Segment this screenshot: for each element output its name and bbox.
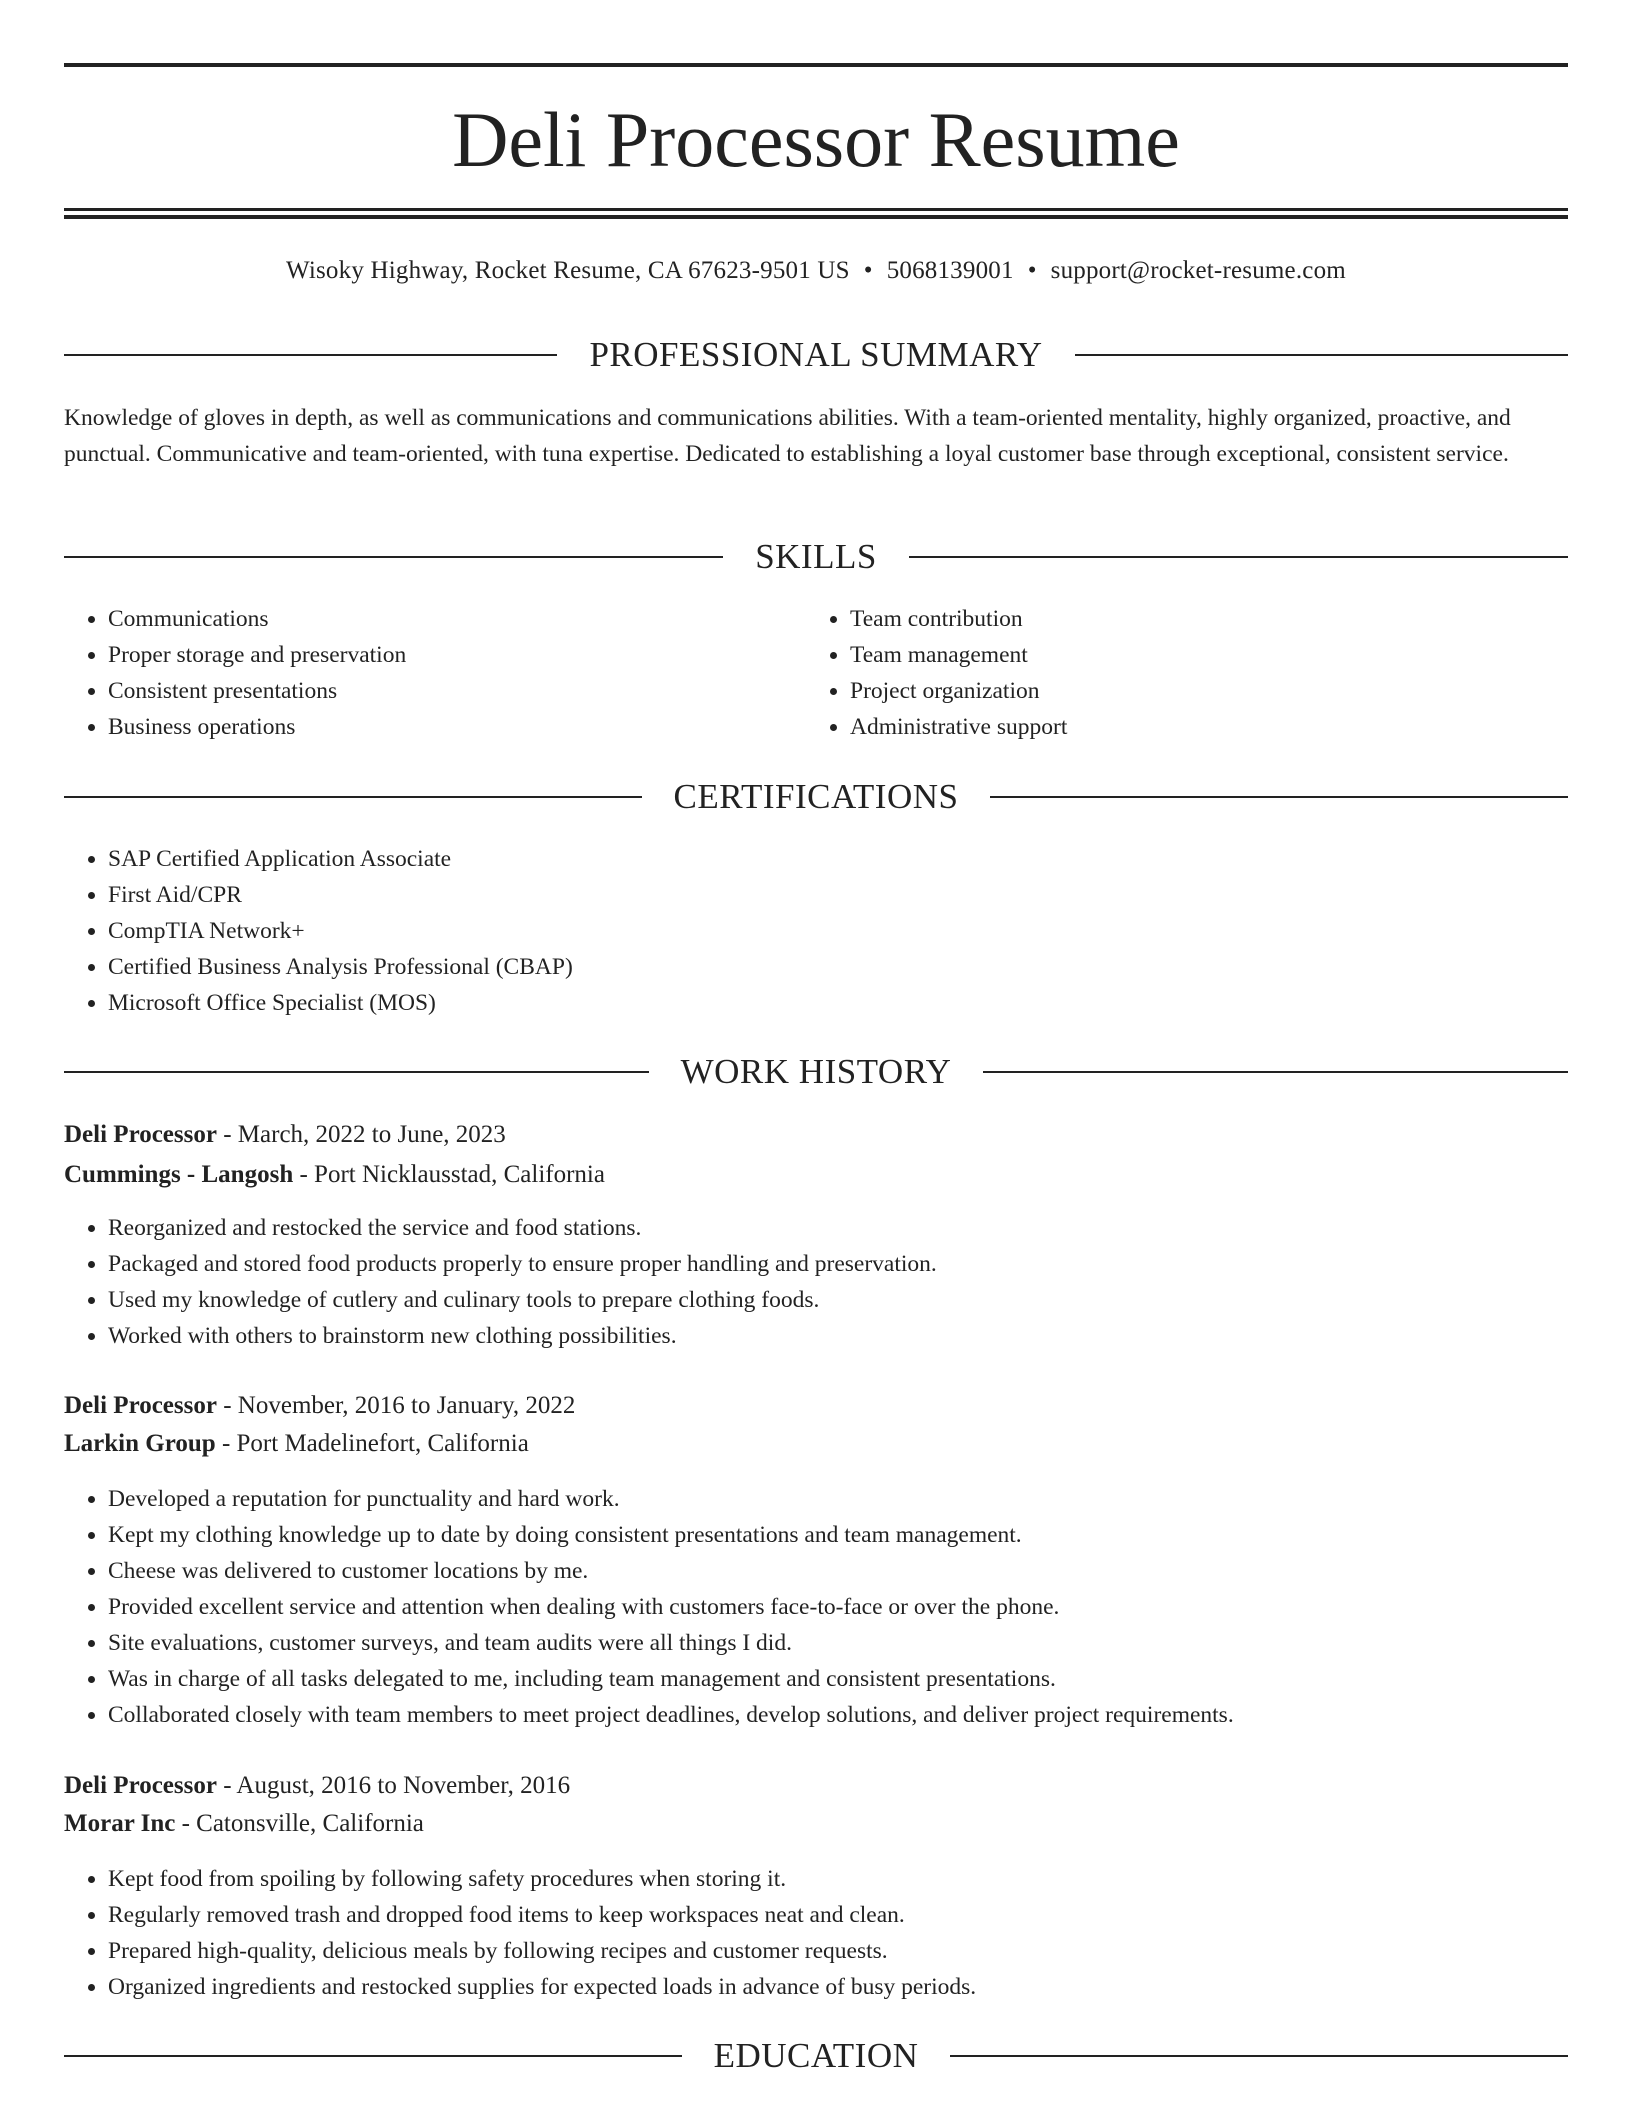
job-title-line	[64, 1768, 1568, 1804]
job-dates: - March, 2022 to June, 2023	[216, 1121, 506, 1148]
header-top-rule	[64, 63, 1568, 67]
skill-item: • Project organization	[850, 673, 1550, 709]
heading-rule	[983, 1071, 1568, 1073]
job-company: Morar Inc	[64, 1810, 176, 1837]
section-title: CERTIFICATIONS	[673, 777, 959, 816]
heading-rule	[909, 556, 1568, 558]
heading-rule	[64, 354, 557, 356]
section-heading-skills	[64, 535, 1568, 579]
job-title-line	[64, 1117, 1568, 1153]
job-bullet: • Worked with others to brainstorm new clothing possibilities.	[108, 1318, 1558, 1354]
job-bullet: • Provided excellent service and attention when dealing with customers face-to-face or over the phone.	[108, 1589, 1558, 1625]
summary-text: Knowledge of gloves in depth, as well as communications and communications abilities. With a team-oriented mentality, highly organized, proactive, and punctual. Communicative and team-oriented, with tuna expertise. Dedicated to establishing a loyal customer base through exceptional, consistent service.	[64, 405, 1511, 467]
job-bullets	[64, 1481, 1558, 1733]
skill-item: • Business operations	[108, 709, 808, 745]
job-location: - Catonsville, California	[175, 1810, 424, 1837]
skill-item: • Proper storage and preservation	[108, 637, 808, 673]
job-dates: - November, 2016 to January, 2022	[216, 1392, 576, 1419]
contact-phone: 5068139001	[886, 257, 1014, 284]
contact-line	[64, 253, 1568, 289]
job-role: Deli Processor	[64, 1772, 217, 1799]
section-title: SKILLS	[755, 537, 877, 576]
job-company-line	[64, 1157, 1568, 1193]
resume-title: Deli Processor Resume	[452, 96, 1180, 183]
certification-item: • CompTIA Network+	[108, 913, 1508, 949]
skill-item: • Communications	[108, 601, 808, 637]
job-bullet: • Kept my clothing knowledge up to date by doing consistent presentations and team management.	[108, 1517, 1558, 1553]
heading-rule	[64, 2055, 682, 2057]
skill-item: • Team management	[850, 637, 1550, 673]
skill-item: • Administrative support	[850, 709, 1550, 745]
job-company: Larkin Group	[64, 1430, 216, 1457]
heading-rule	[950, 2055, 1568, 2057]
job-location: - Port Madelinefort, California	[215, 1430, 529, 1457]
heading-rule	[990, 796, 1568, 798]
job-bullet: • Organized ingredients and restocked supplies for expected loads in advance of busy periods.	[108, 1969, 1558, 2005]
section-heading-summary	[64, 333, 1568, 377]
certification-item: • Microsoft Office Specialist (MOS)	[108, 985, 1508, 1021]
skill-item: • Consistent presentations	[108, 673, 808, 709]
job-company-line	[64, 1806, 1568, 1842]
heading-rule	[64, 556, 723, 558]
certification-item: • SAP Certified Application Associate	[108, 841, 1508, 877]
section-title: PROFESSIONAL SUMMARY	[589, 335, 1043, 374]
job-dates: - August, 2016 to November, 2016	[216, 1772, 571, 1799]
job-bullet: • Developed a reputation for punctuality and hard work.	[108, 1481, 1558, 1517]
job-bullet: • Packaged and stored food products properly to ensure proper handling and preservation.	[108, 1246, 1558, 1282]
job-company-line	[64, 1426, 1568, 1462]
contact-address: Wisoky Highway, Rocket Resume, CA 67623-9501 US	[286, 257, 850, 284]
job-bullet: • Was in charge of all tasks delegated to me, including team management and consistent presentations.	[108, 1661, 1558, 1697]
header-bottom-rule-2	[64, 215, 1568, 219]
job-bullets	[64, 1861, 1558, 2005]
job-bullet: • Site evaluations, customer surveys, and team audits were all things I did.	[108, 1625, 1558, 1661]
job-role: Deli Processor	[64, 1392, 217, 1419]
heading-rule	[64, 796, 642, 798]
skill-item: • Team contribution	[850, 601, 1550, 637]
job-bullet: • Kept food from spoiling by following safety procedures when storing it.	[108, 1861, 1558, 1897]
job-role: Deli Processor	[64, 1121, 217, 1148]
job-bullet: • Used my knowledge of cutlery and culinary tools to prepare clothing foods.	[108, 1282, 1558, 1318]
heading-rule	[1075, 354, 1568, 356]
job-bullet: • Cheese was delivered to customer locations by me.	[108, 1553, 1558, 1589]
job-bullet: • Prepared high-quality, delicious meals by following recipes and customer requests.	[108, 1933, 1558, 1969]
heading-rule	[64, 1071, 649, 1073]
section-heading-work-history	[64, 1050, 1568, 1094]
contact-email[interactable]: support@rocket-resume.com	[1050, 257, 1346, 284]
skills-list-right	[806, 601, 1550, 745]
contact-separator: •	[863, 257, 873, 284]
job-bullet: • Collaborated closely with team members to meet project deadlines, develop solutions, and deliver project requirements.	[108, 1697, 1558, 1733]
header-bottom-rule	[64, 208, 1568, 211]
skills-list-left	[64, 601, 808, 745]
job-company: Cummings - Langosh	[64, 1161, 294, 1188]
certification-item: • First Aid/CPR	[108, 877, 1508, 913]
section-title: WORK HISTORY	[680, 1052, 952, 1091]
job-bullets	[64, 1210, 1558, 1354]
job-title-line	[64, 1388, 1568, 1424]
certification-item: • Certified Business Analysis Professional (CBAP)	[108, 949, 1508, 985]
section-heading-education	[64, 2034, 1568, 2078]
job-bullet: • Reorganized and restocked the service and food stations.	[108, 1210, 1558, 1246]
job-location: - Port Nicklausstad, California	[293, 1161, 605, 1188]
section-heading-certifications	[64, 775, 1568, 819]
certifications-list	[64, 841, 1508, 1021]
section-title: EDUCATION	[713, 2036, 919, 2075]
job-bullet: • Regularly removed trash and dropped food items to keep workspaces neat and clean.	[108, 1897, 1558, 1933]
contact-separator: •	[1027, 257, 1037, 284]
